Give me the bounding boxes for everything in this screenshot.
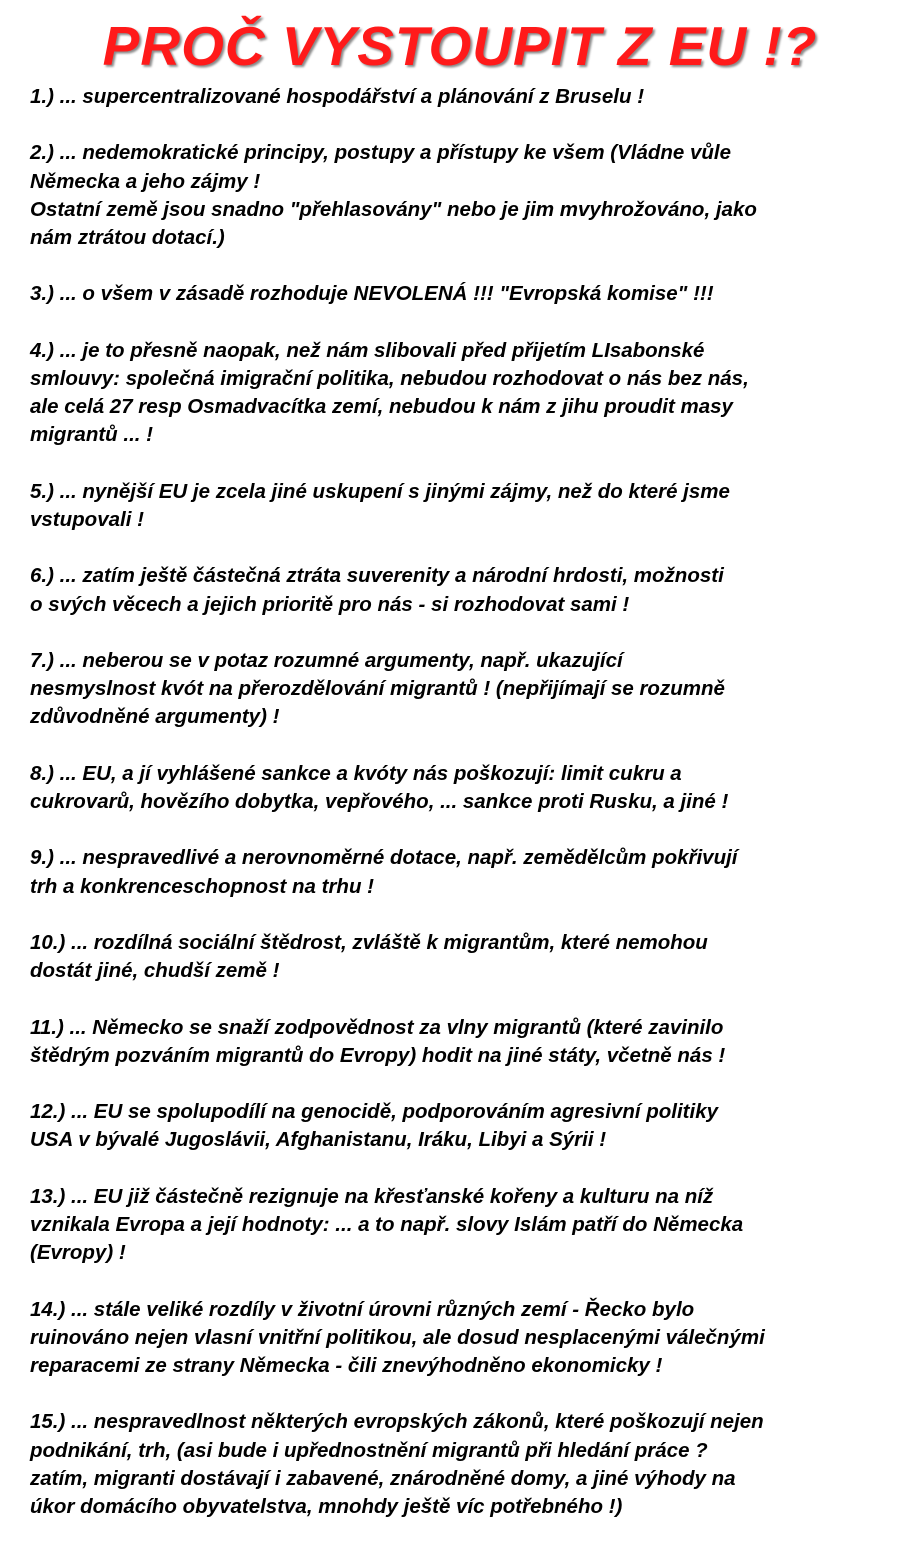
list-item [30, 929, 910, 985]
list-item-line: vstupovali ! [30, 507, 144, 531]
list-item-line: 14.) ... stále veliké rozdíly v životní úrovni různých zemí - Řecko bylo [30, 1297, 695, 1321]
list-item-line: ruinováno nejen vlasní vnitřní politikou, ale dosud nesplacenými válečnými [30, 1325, 765, 1349]
list-item-line: 4.) ... je to přesně naopak, než nám slibovali před přijetím LIsabonské [30, 338, 705, 362]
list-item-line: 5.) ... nynější EU je zcela jiné uskupení s jinými zájmy, než do které jsme [30, 479, 730, 503]
list-item-line: Německa a jeho zájmy ! [30, 169, 261, 193]
list-item [30, 1014, 910, 1070]
list-item-line: nesmyslnost kvót na přerozdělování migrantů ! (nepřijímají se rozumně [30, 677, 725, 701]
list-item [30, 1296, 910, 1381]
list-item [30, 139, 910, 252]
list-item [30, 760, 910, 816]
list-item-line: (Evropy) ! [30, 1241, 126, 1265]
list-item-line: podnikání, trh, (asi bude i upřednostnění migrantů při hledání práce ? [30, 1438, 708, 1462]
list-item-line: ale celá 27 resp Osmadvacítka zemí, nebudou k nám z jihu proudit masy [30, 395, 733, 419]
list-item [30, 1408, 910, 1521]
list-item-line: USA v bývalé Jugoslávii, Afghanistanu, Iráku, Libyi a Sýrii ! [30, 1128, 607, 1152]
list-item-line: 12.) ... EU se spolupodílí na genocidě, podporováním agresivní politiky [30, 1100, 719, 1124]
list-item [30, 83, 910, 111]
list-item-line: smlouvy: společná imigrační politika, nebudou rozhodovat o nás bez nás, [30, 366, 749, 390]
list-item-line: zdůvodněné argumenty) ! [30, 705, 280, 729]
list-item [30, 1183, 910, 1268]
list-item-line: 1.) ... supercentralizované hospodářství a plánování z Bruselu ! [30, 85, 645, 108]
list-item-line: 7.) ... neberou se v potaz rozumné argumenty, např. ukazující [30, 648, 623, 672]
list-item-line: 11.) ... Německo se snaží zodpovědnost za vlny migrantů (které zavinilo [30, 1015, 724, 1039]
list-item-line: 8.) ... EU, a jí vyhlášené sankce a kvóty nás poškozují: limit cukru a [30, 761, 682, 785]
list-item [30, 844, 910, 900]
list-item [30, 478, 910, 534]
list-item-line: 9.) ... nespravedlivé a nerovnoměrné dotace, např. zemědělcům pokřivují [30, 846, 738, 870]
list-item-line: vznikala Evropa a její hodnoty: ... a to např. slovy Islám patří do Německa [30, 1212, 744, 1236]
list-item-line: 2.) ... nedemokratické principy, postupy a přístupy ke všem (Vládne vůle [30, 141, 732, 165]
list-item-line: Ostatní země jsou snadno "přehlasovány" nebo je jim mvyhrožováno, jako [30, 197, 757, 221]
list-item-line: 13.) ... EU již částečně rezignuje na křesťanské kořeny a kulturu na níž [30, 1184, 714, 1208]
list-item [30, 280, 910, 308]
list-item [30, 337, 910, 450]
reasons-list [30, 83, 910, 1549]
list-item-line: 3.) ... o všem v zásadě rozhoduje NEVOLENÁ !!! "Evropská komise" !!! [30, 282, 714, 306]
list-item-line: nám ztrátou dotací.) [30, 226, 225, 249]
list-item-line: zatím, migranti dostávají i zabavené, znárodněné domy, a jiné výhody na [30, 1466, 736, 1490]
list-item-line: reparacemi ze strany Německa - čili znevýhodněno ekonomicky ! [30, 1353, 663, 1377]
list-item-line: úkor domácího obyvatelstva, mnohdy ještě víc potřebného !) [30, 1494, 623, 1518]
list-item [30, 647, 910, 732]
list-item-line: trh a konkrenceschopnost na trhu ! [30, 874, 374, 898]
list-item-line: migrantů ... ! [30, 423, 153, 447]
list-item-line: 15.) ... nespravedlnost některých evropských zákonů, které poškozují nejen [30, 1410, 764, 1434]
list-item-line: 10.) ... rozdílná sociální štědrost, zvláště k migrantům, které nemohou [30, 930, 708, 954]
list-item [30, 1098, 910, 1154]
list-item [30, 562, 910, 618]
list-item-line: štědrým pozváním migrantů do Evropy) hodit na jiné státy, včetně nás ! [30, 1043, 726, 1067]
list-item-line: 6.) ... zatím ještě částečná ztráta suverenity a národní hrdosti, možnosti [30, 564, 724, 588]
list-item-line: dostát jiné, chudší země ! [30, 959, 280, 983]
page-title: PROČ VYSTOUPIT Z EU !? [102, 15, 818, 77]
list-item-line: o svých věcech a jejich prioritě pro nás - si rozhodovat sami ! [30, 592, 630, 616]
list-item-line: cukrovarů, hovězího dobytka, vepřového, ... sankce proti Rusku, a jiné ! [30, 789, 729, 813]
